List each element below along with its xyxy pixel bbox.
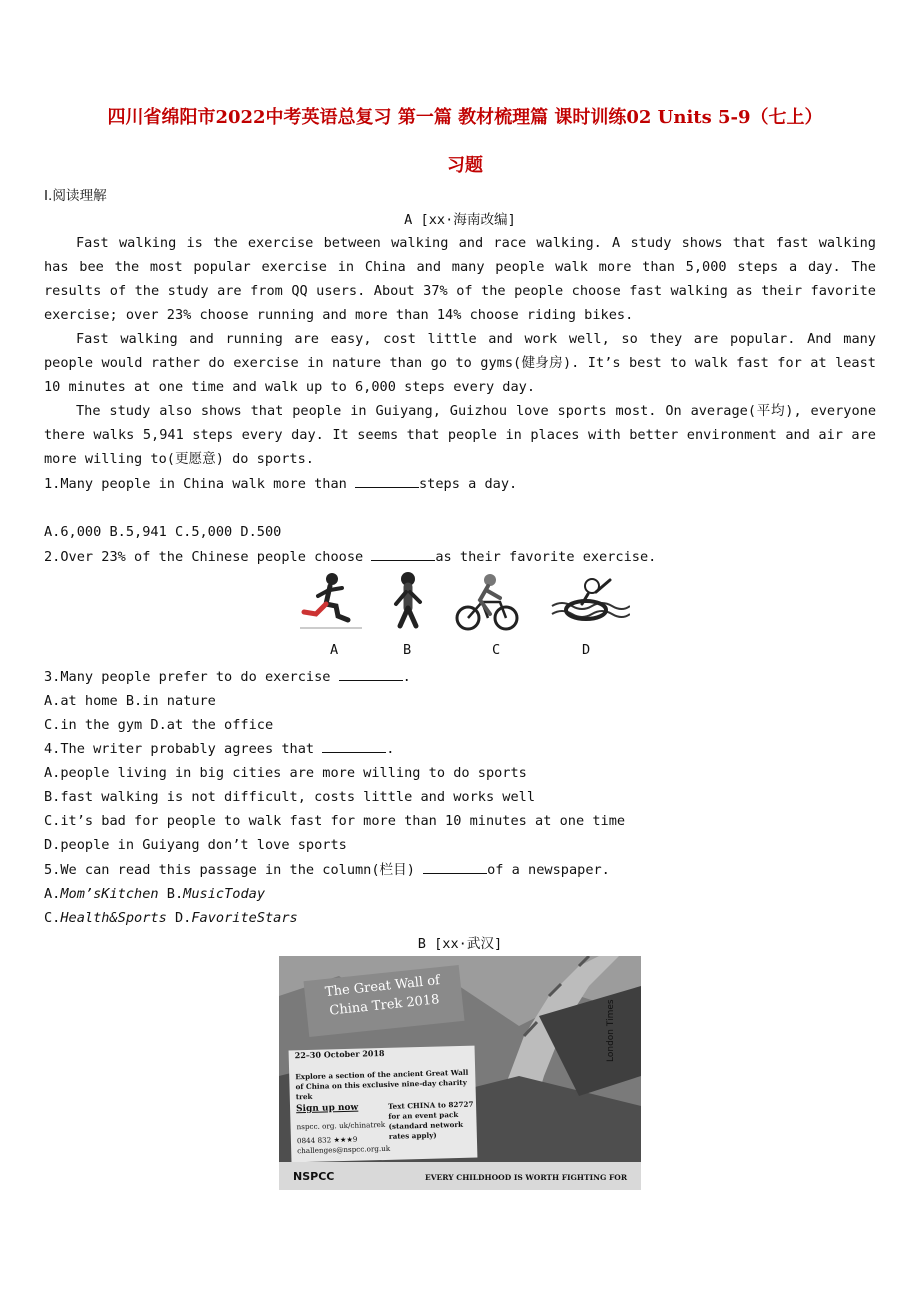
- poster-contacts: [296, 1120, 397, 1157]
- q4-option-c: C.it’s bad for people to walk fast for more than 10 minutes at one time: [44, 813, 626, 829]
- question-5: [44, 858, 610, 882]
- q2-blank[interactable]: [371, 546, 435, 561]
- passage-a-paragraph-2: Fast walking and running are easy, cost little and work well, so they are popular. And many people would rather do exercise in nature than go to gyms(健身房). It’s best to walk fast for at least 10 minutes at one time and walk up to 6,000 steps every day.: [44, 331, 876, 395]
- q4-option-d: D.people in Guiyang don’t love sports: [44, 837, 347, 853]
- page-title: [40, 104, 890, 180]
- poster-description: Explore a section of the ancient Great Wall of China on this exclusive nine-day charity trek: [295, 1067, 469, 1102]
- q5-d-label: D.: [166, 910, 192, 926]
- q4-option-b: B.fast walking is not difficult, costs little and works well: [44, 789, 536, 805]
- poster-email: challenges@nspcc.org.uk: [297, 1143, 391, 1156]
- q5-options-cd: [44, 906, 298, 930]
- title-line-1: 四川省绵阳市2022中考英语总复习 第一篇 教材梳理篇 课时训练02 Units 5-9（七上）: [107, 107, 823, 128]
- poster-text-info: Text CHINA to 82727 for an event pack (standard network rates apply): [387, 1099, 474, 1141]
- poster-signup: Sign up now: [295, 1102, 359, 1115]
- poster-credit: London Times: [606, 999, 616, 1062]
- cycling-person-image: [452, 570, 522, 634]
- poster-slogan: EVERY CHILDHOOD IS WORTH FIGHTING FOR: [425, 1173, 628, 1182]
- passage-a-heading: A [xx·海南改编]: [404, 212, 516, 228]
- q5-a: Mom’sKitchen: [60, 886, 159, 902]
- question-4: [44, 737, 394, 761]
- option-b-label: B: [403, 642, 412, 658]
- running-person-image: [296, 570, 366, 634]
- poster-phone: 0844 832 ★★★9: [296, 1134, 358, 1146]
- poster-org: NSPCC: [293, 1170, 335, 1183]
- q3-options-ab: A.at home B.in nature: [44, 693, 216, 709]
- q5-text-end: of a newspaper.: [487, 862, 610, 878]
- poster-footer: [279, 1162, 641, 1190]
- q5-d: FavoriteStars: [191, 910, 298, 926]
- question-1: [44, 472, 517, 496]
- walking-person-image: [372, 570, 442, 634]
- question-3: [44, 665, 411, 689]
- q5-a-label: A.: [44, 886, 61, 902]
- q1-text: 1.Many people in China walk more than: [44, 476, 355, 492]
- q3-text: 3.Many people prefer to do exercise: [44, 669, 339, 685]
- q5-b-label: B.: [158, 886, 184, 902]
- poster-info-card: [289, 1046, 478, 1163]
- q4-text: 4.The writer probably agrees that: [44, 741, 323, 757]
- swimming-person-image: [548, 570, 630, 634]
- q1-text-end: steps a day.: [419, 476, 518, 492]
- poster-date: 22–30 October 2018: [294, 1047, 385, 1061]
- option-d-label: D: [582, 642, 591, 658]
- q4-option-a: A.people living in big cities are more willing to do sports: [44, 765, 527, 781]
- q5-c-label: C.: [44, 910, 61, 926]
- q5-blank[interactable]: [423, 859, 487, 874]
- option-c-label: C: [492, 642, 501, 658]
- q5-text: 5.We can read this passage in the column(栏目): [44, 862, 424, 878]
- q4-text-end: .: [386, 741, 395, 757]
- passage-b-heading: B [xx·武汉]: [417, 936, 503, 952]
- q5-b: MusicToday: [183, 886, 265, 902]
- q3-text-end: .: [402, 669, 411, 685]
- q1-options: A.6,000 B.5,941 C.5,000 D.500: [44, 524, 282, 540]
- poster-url: nspcc. org. uk/chinatrek: [296, 1119, 386, 1132]
- passage-a-paragraph-1: Fast walking is the exercise between walking and race walking. A study shows that fast walking has bee the most popular exercise in China and many people walk more than 5,000 steps a day. The results of the study are from QQ users. About 37% of the people choose fast walking as their favorite exercise; over 23% choose running and more than 14% choose riding bikes.: [44, 235, 876, 323]
- q3-blank[interactable]: [339, 666, 403, 681]
- poster-title: The Great Wall of China Trek 2018: [304, 965, 465, 1037]
- q5-options-ab: [44, 882, 265, 906]
- q5-c: Health&Sports: [60, 910, 167, 926]
- option-a-label: A: [330, 642, 339, 658]
- q3-options-cd: C.in the gym D.at the office: [44, 717, 274, 733]
- passage-a-paragraph-3: The study also shows that people in Guiyang, Guizhou love sports most. On average(平均), everyone there walks 5,941 steps every day. It seems that people in places with better environment and air are more willing to(更愿意) do sports.: [44, 403, 876, 467]
- q4-blank[interactable]: [322, 738, 386, 753]
- q2-text-end: as their favorite exercise.: [435, 549, 657, 565]
- section-heading: Ⅰ.阅读理解: [44, 188, 107, 204]
- title-line-2: 习题: [447, 155, 483, 176]
- q2-text: 2.Over 23% of the Chinese people choose: [44, 549, 372, 565]
- q1-blank[interactable]: [355, 473, 419, 488]
- question-2: [44, 545, 656, 569]
